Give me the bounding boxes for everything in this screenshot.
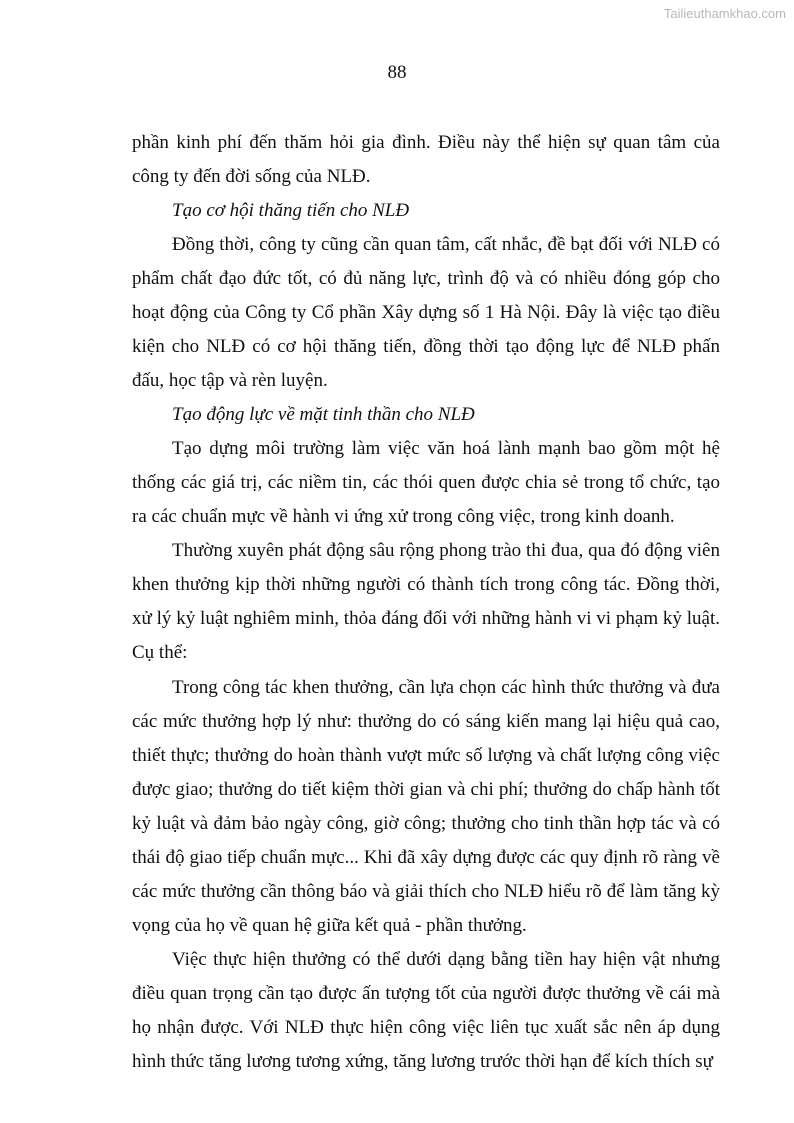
paragraph-emulation: Thường xuyên phát động sâu rộng phong trào thi đua, qua đó động viên khen thưởng kịp thời những người có thành tích trong công tác. Đồng thời, xử lý kỷ luật nghiêm minh, thỏa đáng đối với những hành vi vi phạm kỷ luật. Cụ thể: <box>132 540 720 664</box>
paragraph-rewards: Trong công tác khen thưởng, cần lựa chọn các hình thức thưởng và đưa các mức thưởng hợp lý như: thưởng do có sáng kiến mang lại hiệu quả cao, thiết thực; thưởng do hoàn thành vượt mức số lượng và chất lượng công việc được giao; thưởng do tiết kiệm thời gian và chi phí; thưởng do chấp hành tốt kỷ luật và đảm bảo ngày công, giờ công; thưởng cho tinh thần hợp tác và có thái độ giao tiếp chuẩn mực... Khi đã xây dựng được các quy định rõ ràng về các mức thưởng cần thông báo và giải thích cho NLĐ hiểu rõ để làm tăng kỳ vọng của họ về quan hệ giữa kết quả - phần thưởng. <box>132 676 720 936</box>
paragraph-promotion: Đồng thời, công ty cũng cần quan tâm, cất nhắc, đề bạt đối với NLĐ có phẩm chất đạo đức tốt, có đủ năng lực, trình độ và có nhiều đóng góp cho hoạt động của Công ty Cổ phần Xây dựng số 1 Hà Nội. Đây là việc tạo điều kiện cho NLĐ có cơ hội thăng tiến, đồng thời tạo động lực để NLĐ phấn đấu, học tập và rèn luyện. <box>132 234 720 392</box>
paragraph-reward-forms: Việc thực hiện thưởng có thể dưới dạng bằng tiền hay hiện vật nhưng điều quan trọng cần tạo được ấn tượng tốt của người được thưởng về cái mà họ nhận được. Với NLĐ thực hiện công việc liên tục xuất sắc nên áp dụng hình thức tăng lương tương xứng, tăng lương trước thời hạn để kích thích sự <box>132 948 720 1072</box>
document-body <box>132 126 720 1079</box>
page-number: 88 <box>387 62 407 83</box>
subheading-promotion: Tạo cơ hội thăng tiến cho NLĐ <box>172 200 410 222</box>
watermark: Tailieuthamkhao.com <box>663 6 786 21</box>
paragraph-continuation: phần kinh phí đến thăm hỏi gia đình. Điều này thể hiện sự quan tâm của công ty đến đời sống của NLĐ. <box>132 132 720 187</box>
paragraph-work-culture: Tạo dựng môi trường làm việc văn hoá lành mạnh bao gồm một hệ thống các giá trị, các niềm tin, các thói quen được chia sẻ trong tổ chức, tạo ra các chuẩn mực về hành vi ứng xử trong công việc, trong kinh doanh. <box>132 438 720 528</box>
subheading-spiritual-motivation: Tạo động lực về mặt tinh thần cho NLĐ <box>172 404 475 426</box>
